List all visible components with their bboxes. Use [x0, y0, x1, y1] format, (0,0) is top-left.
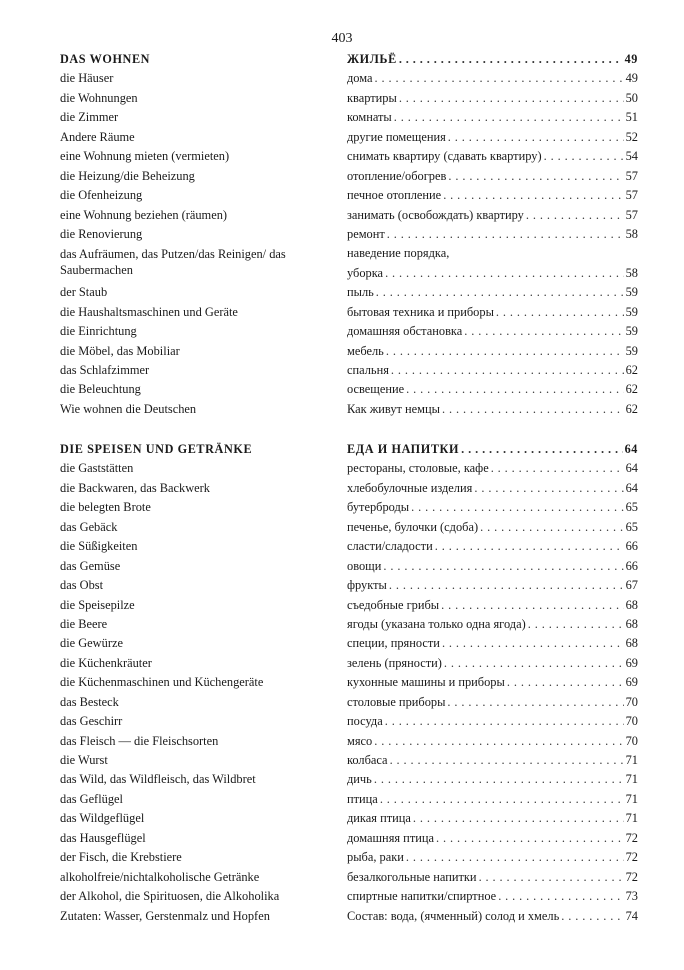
entry-ru-line: [347, 596, 638, 615]
section-heading: [60, 50, 638, 69]
section-title-ru-line: [347, 440, 638, 459]
toc-entry: [60, 537, 638, 556]
dot-leader: [386, 342, 624, 361]
entry-ru-line: [347, 693, 638, 712]
dot-leader: [406, 848, 624, 867]
entry-de: die Häuser: [60, 71, 114, 86]
dot-leader: [406, 380, 624, 399]
entry-page: 50: [625, 90, 638, 105]
entry-ru-line: [347, 576, 638, 595]
section-die-speisen: [60, 440, 638, 926]
entry-ru: отопление/обогрев: [347, 168, 447, 183]
entry-de: die Wurst: [60, 753, 108, 767]
entry-ru: комнаты: [347, 110, 392, 125]
toc-entry: [60, 400, 638, 419]
dot-leader: [436, 829, 624, 848]
entry-de: das Geflügel: [60, 791, 123, 806]
dot-leader: [442, 400, 624, 419]
toc-entry: [60, 108, 638, 127]
entry-de: die Süßigkeiten: [60, 539, 138, 554]
entry-de: die Ofenheizung: [60, 188, 143, 203]
entry-page: 54: [625, 149, 638, 164]
entry-ru-line: [347, 361, 638, 380]
toc-entry: [60, 283, 638, 302]
entry-de: das Wildgeflügel: [60, 811, 145, 826]
entry-ru: занимать (освобождать) квартиру: [347, 207, 524, 222]
entry-ru-line: [347, 868, 638, 887]
entry-page: 49: [625, 71, 638, 86]
entry-ru: ремонт: [347, 226, 385, 241]
entry-ru-line: [347, 69, 638, 88]
entry-de: der Fisch, die Krebstiere: [60, 850, 182, 865]
entry-ru: дичь: [347, 772, 372, 787]
dot-leader: [435, 537, 624, 556]
entry-ru-line: [347, 498, 638, 517]
toc-entry: [60, 69, 638, 88]
dot-leader: [496, 303, 624, 322]
entry-ru-line: [347, 751, 638, 770]
entry-ru: овощи: [347, 558, 382, 573]
toc-entry: [60, 693, 638, 712]
entry-page: 72: [625, 830, 638, 845]
dot-leader: [394, 108, 624, 127]
toc-entry: [60, 225, 638, 244]
toc-entry: [60, 634, 638, 653]
dot-leader: [544, 147, 624, 166]
entry-de: das Fleisch — die Fleischsorten: [60, 733, 219, 748]
dot-leader: [411, 498, 624, 517]
dot-leader: [391, 361, 624, 380]
toc-entry: [60, 89, 638, 108]
entry-ru-line: [347, 89, 638, 108]
entry-page: 52: [625, 129, 638, 144]
dot-leader: [385, 712, 624, 731]
entry-page: 72: [625, 850, 638, 865]
entry-ru-line: [347, 615, 638, 634]
entry-ru-line1: наведение порядка,: [347, 246, 450, 261]
entry-ru-line: [347, 108, 638, 127]
entry-page: 66: [625, 539, 638, 554]
toc-entry: [60, 732, 638, 751]
toc-entry: [60, 557, 638, 576]
toc-entry: [60, 615, 638, 634]
dot-leader: [443, 186, 623, 205]
entry-de: die Renovierung: [60, 226, 143, 241]
toc-entry: [60, 887, 638, 906]
entry-de: das Gemüse: [60, 558, 121, 573]
section-page: 64: [624, 442, 638, 456]
toc-entry: [60, 809, 638, 828]
dot-leader: [461, 440, 623, 459]
entry-de: die Backwaren, das Backwerk: [60, 480, 211, 495]
entry-ru: колбаса: [347, 753, 388, 767]
toc-entry: [60, 186, 638, 205]
entry-ru-line: [347, 537, 638, 556]
entry-de: das Geschirr: [60, 714, 123, 729]
entry-ru-line: [347, 634, 638, 653]
entry-ru-line: [347, 225, 638, 244]
entry-de: das Gebäck: [60, 519, 118, 534]
entry-ru-line: [347, 809, 638, 828]
entry-ru-line: [347, 479, 638, 498]
toc-entry: [60, 167, 638, 186]
entry-de: die Zimmer: [60, 110, 119, 125]
entry-page: 69: [625, 675, 638, 690]
entry-page: 67: [625, 578, 638, 593]
entry-page: 62: [625, 363, 638, 378]
entry-page: 58: [625, 226, 638, 241]
dot-leader: [444, 654, 624, 673]
dot-leader: [442, 634, 624, 653]
dot-leader: [399, 89, 624, 108]
dot-leader: [479, 868, 624, 887]
entry-page: 59: [625, 285, 638, 300]
entry-de: die Beleuchtung: [60, 382, 141, 397]
dot-leader: [441, 596, 623, 615]
entry-de: die Einrichtung: [60, 324, 137, 339]
entry-ru-line: [347, 459, 638, 478]
dot-leader: [561, 907, 623, 926]
toc-entry: [60, 342, 638, 361]
entry-page: 70: [625, 694, 638, 709]
entry-ru: бытовая техника и приборы: [347, 304, 494, 319]
entry-page: 66: [625, 558, 638, 573]
entry-page: 70: [625, 733, 638, 748]
dot-leader: [374, 770, 624, 789]
entry-page: 71: [625, 791, 638, 806]
entry-ru: дикая птица: [347, 811, 411, 826]
entry-de: die Speisepilze: [60, 597, 135, 612]
toc-entry: [60, 673, 638, 692]
toc-entry: [60, 576, 638, 595]
entry-de: eine Wohnung beziehen (räumen): [60, 207, 228, 222]
entry-de: die Küchenmaschinen und Küchengeräte: [60, 675, 264, 690]
entry-ru-line: [347, 128, 638, 147]
entry-ru-line: [347, 147, 638, 166]
entry-ru: спальня: [347, 363, 389, 378]
entry-ru-line: [347, 303, 638, 322]
dot-leader: [491, 459, 624, 478]
entry-ru-line: [347, 400, 638, 419]
entry-ru: зелень (пряности): [347, 655, 442, 670]
toc-entry: [60, 128, 638, 147]
toc-entry: [60, 479, 638, 498]
toc-entry: [60, 829, 638, 848]
entry-page: 71: [625, 772, 638, 787]
entry-ru-line: [347, 673, 638, 692]
section-das-wohnen: [60, 50, 638, 419]
page-number: 403: [331, 31, 353, 46]
dot-leader: [480, 518, 624, 537]
entry-ru: домашняя птица: [347, 830, 434, 845]
entry-de: die Wohnungen: [60, 90, 138, 105]
entry-ru-line: [347, 264, 638, 283]
entry-ru: кухонные машины и приборы: [347, 675, 505, 690]
entry-ru-line: [347, 380, 638, 399]
toc-entry: [60, 498, 638, 517]
entry-page: 65: [625, 500, 638, 515]
dot-leader: [498, 887, 623, 906]
dot-leader: [390, 751, 624, 770]
entry-page: 57: [625, 188, 638, 203]
dot-leader: [448, 128, 624, 147]
dot-leader: [526, 206, 624, 225]
entry-de: alkoholfreie/nichtalkoholische Getränke: [60, 869, 260, 884]
dot-leader: [528, 615, 624, 634]
entry-ru: пыль: [347, 285, 374, 300]
toc-entry: [60, 712, 638, 731]
section-title-ru: ЖИЛЬЁ: [347, 52, 397, 66]
entry-de: die Küchenkräuter: [60, 655, 152, 670]
entry-ru: фрукты: [347, 578, 387, 593]
entry-page: 68: [625, 597, 638, 612]
entry-ru: Как живут немцы: [347, 401, 440, 416]
dot-leader: [385, 264, 624, 283]
entry-ru-line: [347, 848, 638, 867]
entry-page: 58: [625, 265, 638, 280]
entry-ru: спиртные напитки/спиртное: [347, 889, 497, 904]
entry-de: das Aufräumen, das Putzen/das Reinigen/ das Saubermachen: [60, 247, 286, 278]
dot-leader: [380, 790, 624, 809]
entry-de: die Heizung/die Beheizung: [60, 168, 195, 183]
entry-de: die Haushaltsmaschinen und Geräte: [60, 304, 238, 319]
entry-de: das Obst: [60, 578, 104, 593]
entry-ru: рестораны, столовые, кафе: [347, 461, 489, 476]
entry-de: die Möbel, das Mobiliar: [60, 343, 180, 358]
entry-page: 72: [625, 869, 638, 884]
dot-leader: [389, 576, 624, 595]
entry-page: 70: [625, 714, 638, 729]
toc-entry: [60, 751, 638, 770]
toc-entry: [60, 380, 638, 399]
entry-ru: Состав: вода, (ячменный) солод и хмель: [347, 908, 560, 923]
entry-page: 62: [625, 401, 638, 416]
entry-ru: мебель: [347, 343, 384, 358]
dot-leader: [399, 50, 623, 69]
dot-leader: [376, 283, 624, 302]
entry-de: eine Wohnung mieten (vermieten): [60, 149, 230, 164]
dot-leader: [474, 479, 623, 498]
entry-ru-line: [347, 907, 638, 926]
entry-de: die Beere: [60, 616, 108, 631]
entry-ru: дома: [347, 71, 373, 86]
toc-entry: [60, 518, 638, 537]
entry-ru: хлебобулочные изделия: [347, 480, 473, 495]
entry-page: 59: [625, 304, 638, 319]
entry-ru: снимать квартиру (сдавать квартиру): [347, 149, 542, 164]
toc-entry: [60, 303, 638, 322]
entry-de: der Alkohol, die Spirituosen, die Alkoholika: [60, 889, 280, 904]
toc-entry: [60, 848, 638, 867]
toc-entry: [60, 206, 638, 225]
entry-page: 68: [625, 636, 638, 651]
entry-ru-line: [347, 186, 638, 205]
entry-de: das Wild, das Wildfleisch, das Wildbret: [60, 772, 256, 787]
entry-ru: печенье, булочки (сдоба): [347, 519, 479, 534]
toc-entry: [60, 868, 638, 887]
entry-ru: освещение: [347, 382, 405, 397]
toc-entry: [60, 244, 638, 283]
entry-ru-line: [347, 206, 638, 225]
entry-ru: посуда: [347, 714, 383, 729]
entry-ru: безалкогольные напитки: [347, 869, 477, 884]
entry-page: 69: [625, 655, 638, 670]
entry-ru-line: [347, 342, 638, 361]
entry-page: 74: [625, 908, 638, 923]
toc-entry: [60, 361, 638, 380]
entry-de: die Gewürze: [60, 636, 123, 651]
entry-de: die belegten Brote: [60, 500, 151, 515]
entry-ru-line: [347, 557, 638, 576]
entry-de: das Besteck: [60, 694, 119, 709]
entry-ru: печное отопление: [347, 188, 442, 203]
dot-leader: [447, 693, 623, 712]
entry-de: Andere Räume: [60, 129, 135, 144]
entry-de: der Staub: [60, 285, 108, 300]
entry-page: 73: [625, 889, 638, 904]
toc-entry: [60, 596, 638, 615]
entry-ru-line: [347, 887, 638, 906]
toc-entry: [60, 907, 638, 926]
entry-page: 62: [625, 382, 638, 397]
entry-page: 57: [625, 168, 638, 183]
section-title-de: DIE SPEISEN UND GETRÄNKE: [60, 442, 253, 456]
entry-page: 51: [625, 110, 638, 125]
entry-page: 71: [625, 811, 638, 826]
entry-ru-line: [347, 518, 638, 537]
entry-ru: сласти/сладости: [347, 539, 433, 554]
entry-ru: рыба, раки: [347, 850, 404, 865]
entry-page: 57: [625, 207, 638, 222]
entry-page: 71: [625, 753, 638, 767]
entry-ru-line: [347, 283, 638, 302]
entry-ru: столовые приборы: [347, 694, 446, 709]
dot-leader: [413, 809, 624, 828]
entry-page: 59: [625, 343, 638, 358]
section-title-ru: ЕДА И НАПИТКИ: [347, 442, 460, 456]
dot-leader: [387, 225, 624, 244]
entry-ru: уборка: [347, 265, 384, 280]
entry-page: 64: [625, 461, 638, 476]
entry-ru-line: [347, 167, 638, 186]
dot-leader: [383, 557, 623, 576]
entry-ru: ягоды (указана только одна ягода): [347, 616, 526, 631]
entry-de: Wie wohnen die Deutschen: [60, 401, 197, 416]
toc-entry: [60, 459, 638, 478]
section-heading: [60, 440, 638, 459]
entry-ru: бутерброды: [347, 500, 410, 515]
dot-leader: [375, 69, 624, 88]
entry-page: 64: [625, 480, 638, 495]
entry-de: das Hausgeflügel: [60, 830, 146, 845]
toc-entry: [60, 770, 638, 789]
entry-ru-line: [347, 732, 638, 751]
dot-leader: [464, 322, 623, 341]
entry-ru: птица: [347, 791, 378, 806]
section-title-de: DAS WOHNEN: [60, 52, 151, 66]
section-title-ru-line: [347, 50, 638, 69]
entry-ru: домашняя обстановка: [347, 324, 463, 339]
toc-entry: [60, 147, 638, 166]
dot-leader: [448, 167, 623, 186]
entry-ru-line: [347, 770, 638, 789]
dot-leader: [374, 732, 623, 751]
entry-page: 68: [625, 616, 638, 631]
entry-ru: другие помещения: [347, 129, 446, 144]
toc-entry: [60, 654, 638, 673]
toc-entry: [60, 322, 638, 341]
entry-ru: квартиры: [347, 90, 397, 105]
section-page: 49: [624, 52, 638, 66]
entry-de: das Schlafzimmer: [60, 363, 150, 378]
entry-page: 59: [625, 324, 638, 339]
entry-de: die Gaststätten: [60, 461, 134, 476]
entry-ru-line: [347, 654, 638, 673]
entry-ru: мясо: [347, 733, 373, 748]
entry-page: 65: [625, 519, 638, 534]
entry-ru: съедобные грибы: [347, 597, 440, 612]
entry-ru-line: [347, 790, 638, 809]
entry-ru-line: [347, 829, 638, 848]
entry-de: Zutaten: Wasser, Gerstenmalz und Hopfen: [60, 908, 270, 923]
entry-ru-line: [347, 712, 638, 731]
dot-leader: [507, 673, 624, 692]
toc-entry: [60, 790, 638, 809]
entry-ru-line: [347, 322, 638, 341]
entry-ru: специи, пряности: [347, 636, 440, 651]
